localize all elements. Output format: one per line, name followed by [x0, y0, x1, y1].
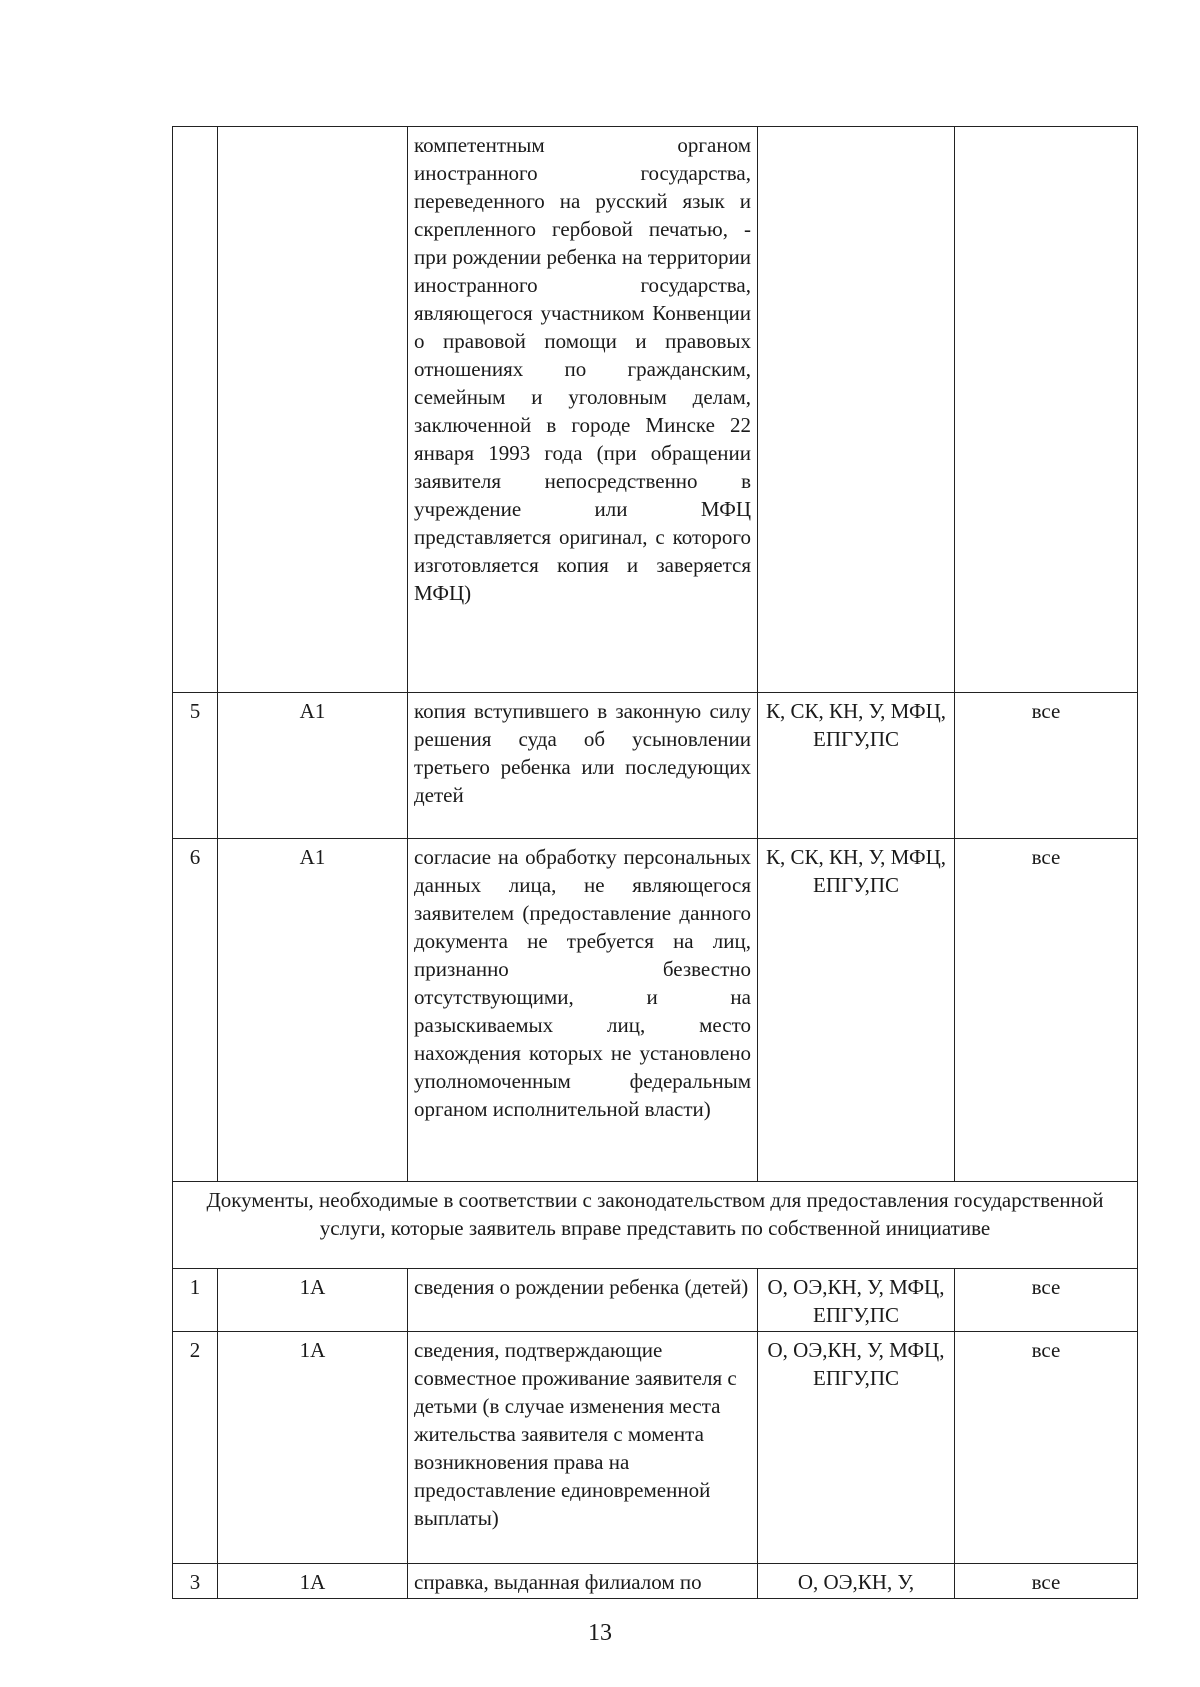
row-description: копия вступившего в законную силу решения суда об усыновлении третьего ребенка или последующих детей: [408, 693, 758, 839]
row-submission-method: [758, 127, 955, 693]
row-code: 1А: [218, 1332, 408, 1564]
row-applicants: все: [955, 1332, 1138, 1564]
row-code: А1: [218, 693, 408, 839]
row-code: А1: [218, 839, 408, 1182]
row-applicants: все: [955, 1269, 1138, 1332]
row-applicants: все: [955, 1564, 1138, 1599]
documents-table: [172, 126, 1138, 1599]
row-description: сведения о рождении ребенка (детей): [408, 1269, 758, 1332]
row-description: компетентным органом иностранного государства, переведенного на русский язык и скрепленного гербовой печатью, - при рождении ребенка на территории иностранного государства, являющегося участником Конвенции о правовой помощи и правовых отношениях по гражданским, семейным и уголовным делам, заключенной в городе Минске 22 января 1993 года (при обращении заявителя непосредственно в учреждение или МФЦ представляется оригинал, с которого изготовляется копия и заверяется МФЦ): [408, 127, 758, 693]
row-code: 1А: [218, 1269, 408, 1332]
table-row: [173, 693, 1138, 839]
row-submission-method: К, СК, КН, У, МФЦ, ЕПГУ,ПС: [758, 839, 955, 1182]
row-number: 1: [173, 1269, 218, 1332]
row-applicants: [955, 127, 1138, 693]
row-submission-method: О, ОЭ,КН, У,: [758, 1564, 955, 1599]
row-submission-method: О, ОЭ,КН, У, МФЦ, ЕПГУ,ПС: [758, 1332, 955, 1564]
row-code: 1А: [218, 1564, 408, 1599]
row-description: справка, выданная филиалом по: [408, 1564, 758, 1599]
row-number: 6: [173, 839, 218, 1182]
row-applicants: все: [955, 693, 1138, 839]
table-row: [173, 127, 1138, 693]
row-number: 5: [173, 693, 218, 839]
row-applicants: все: [955, 839, 1138, 1182]
table-row: [173, 1564, 1138, 1599]
row-description: согласие на обработку персональных данных лица, не являющегося заявителем (предоставление данного документа не требуется на лиц, признанно безвестно отсутствующими, и на разыскиваемых лиц, место нахождения которых не установлено уполномоченным федеральным органом исполнительной власти): [408, 839, 758, 1182]
section-heading: Документы, необходимые в соответствии с законодательством для предоставления государственной услуги, которые заявитель вправе представить по собственной инициативе: [173, 1182, 1138, 1269]
section-row: [173, 1182, 1138, 1269]
table-row: [173, 839, 1138, 1182]
row-code: [218, 127, 408, 693]
row-number: 2: [173, 1332, 218, 1564]
row-submission-method: О, ОЭ,КН, У, МФЦ, ЕПГУ,ПС: [758, 1269, 955, 1332]
table-row: [173, 1269, 1138, 1332]
table-row: [173, 1332, 1138, 1564]
row-number: [173, 127, 218, 693]
page-number: 13: [588, 1620, 612, 1646]
row-description: сведения, подтверждающие совместное проживание заявителя с детьми (в случае изменения места жительства заявителя с момента возникновения права на предоставление единовременной выплаты): [408, 1332, 758, 1564]
row-submission-method: К, СК, КН, У, МФЦ, ЕПГУ,ПС: [758, 693, 955, 839]
row-number: 3: [173, 1564, 218, 1599]
